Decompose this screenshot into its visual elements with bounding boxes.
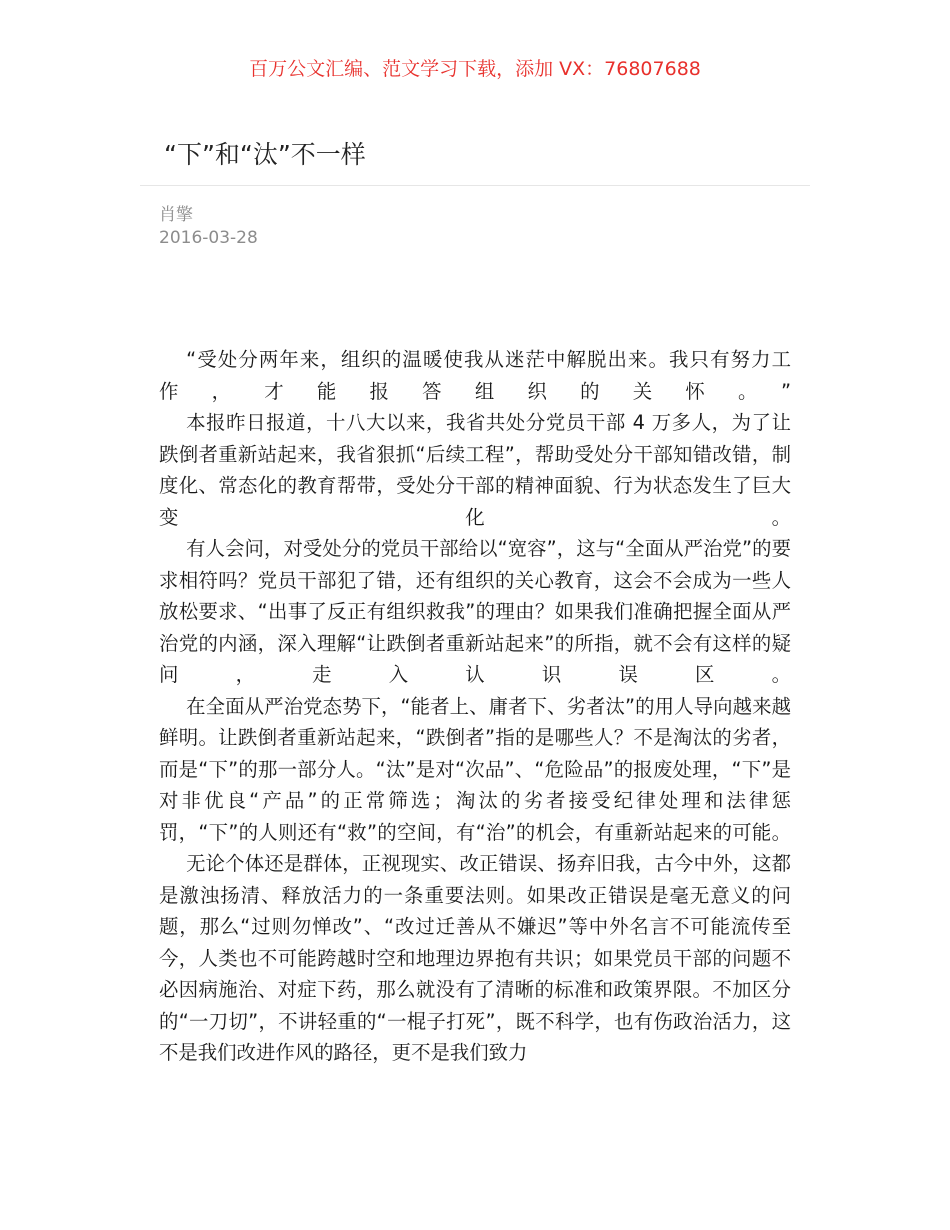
article-date: 2016-03-28 <box>159 228 258 248</box>
article-author: 肖擎 <box>159 205 193 225</box>
body-paragraph-2: 本报昨日报道，十八大以来，我省共处分党员干部 4 万多人，为了让跌倒者重新站起来，我省狠抓“后续工程”，帮助受处分干部知错改错，制度化、常态化的教育帮带，受处分干部的精神面貌、行为状态发生了巨大变化。 <box>159 411 791 529</box>
article-title: “下”和“汰”不一样 <box>164 140 366 169</box>
title-divider <box>140 185 810 186</box>
watermark-banner: 百万公文汇编、范文学习下载，添加 VX：76807688 <box>249 58 701 80</box>
article-body <box>159 344 791 1069</box>
body-paragraph-1: “受处分两年来，组织的温暖使我从迷茫中解脱出来。我只有努力工作，才能报答组织的关怀。” <box>159 348 791 403</box>
body-paragraph-4: 在全面从严治党态势下，“能者上、庸者下、劣者汰”的用人导向越来越鲜明。让跌倒者重新站起来，“跌倒者”指的是哪些人？不是淘汰的劣者，而是“下”的那一部分人。“汰”是对“次品”、“危险品”的报废处理，“下”是对非优良“产品”的正常筛选；淘汰的劣者接受纪律处理和法律惩罚，“下”的人则还有“救”的空间，有“治”的机会，有重新站起来的可能。 <box>159 694 791 844</box>
body-paragraph-5: 无论个体还是群体，正视现实、改正错误、扬弃旧我，古今中外，这都是激浊扬清、释放活力的一条重要法则。如果改正错误是毫无意义的问题，那么“过则勿惮改”、“改过迁善从不嫌迟”等中外名言不可能流传至今，人类也不可能跨越时空和地理边界抱有共识；如果党员干部的问题不必因病施治、对症下药，那么就没有了清晰的标准和政策界限。不加区分的“一刀切”，不讲轻重的“一棍子打死”，既不科学，也有伤政治活力，这不是我们改进作风的路径，更不是我们致力 <box>159 852 791 1064</box>
body-paragraph-3: 有人会问，对受处分的党员干部给以“宽容”，这与“全面从严治党”的要求相符吗？党员干部犯了错，还有组织的关心教育，这会不会成为一些人放松要求、“出事了反正有组织救我”的理由？如果我们准确把握全面从严治党的内涵，深入理解“让跌倒者重新站起来”的所指，就不会有这样的疑问，走入认识误区。 <box>159 537 791 686</box>
